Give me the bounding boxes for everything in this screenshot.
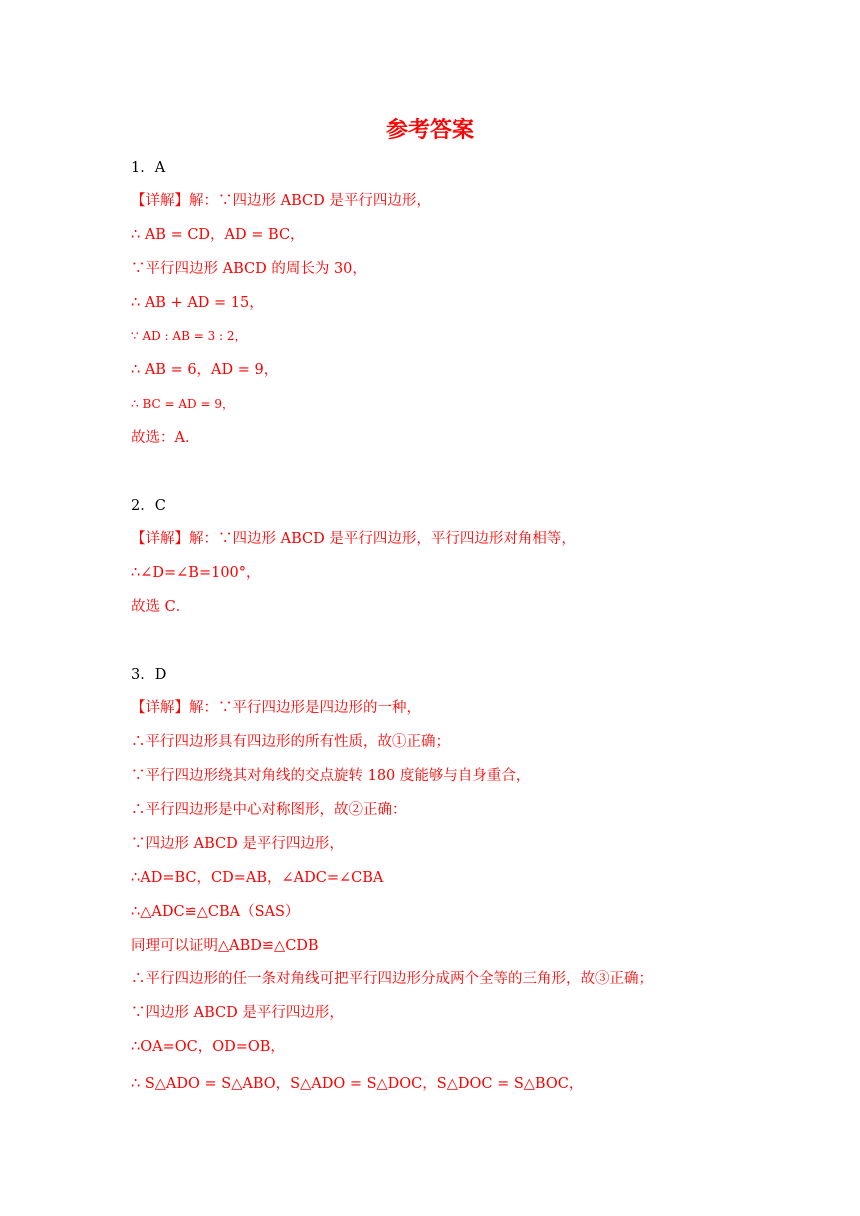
- q3-line-10: ∵四边形 ABCD 是平行四边形，: [131, 1005, 344, 1021]
- q1-line-7: ∴ BC = AD = 9，: [131, 397, 234, 411]
- q1-line-1: 【详解】解：∵四边形 ABCD 是平行四边形，: [131, 193, 431, 209]
- q1-line-3: ∵平行四边形 ABCD 的周长为 30，: [131, 261, 367, 277]
- q3-line-6: ∴AD=BC，CD=AB，∠ADC=∠CBA: [131, 870, 384, 886]
- q3-line-12: ∴ S△ADO = S△ABO，S△ADO = S△DOC，S△DOC = S△BOC，: [131, 1076, 584, 1092]
- q3-line-2: ∴平行四边形具有四边形的所有性质，故①正确；: [131, 734, 450, 750]
- q3-line-3: ∵平行四边形绕其对角线的交点旋转 180 度能够与自身重合，: [131, 768, 531, 784]
- q3-line-8: 同理可以证明△ABD≌△CDB: [131, 938, 319, 954]
- q3-line-11: ∴OA=OC，OD=OB，: [131, 1039, 285, 1055]
- q1-line-6: ∴ AB = 6，AD = 9，: [131, 362, 279, 378]
- q3-line-1: 【详解】解：∵平行四边形是四边形的一种，: [131, 700, 421, 716]
- q1-line-5: ∵ AD : AB = 3 : 2，: [131, 329, 247, 343]
- q3-line-7: ∴△ADC≌△CBA（SAS）: [131, 904, 300, 920]
- q1-line-8: 故选：A．: [131, 430, 200, 446]
- q2-line-2: ∴∠D=∠B=100°，: [131, 565, 261, 581]
- q3-line-9: ∴平行四边形的任一条对角线可把平行四边形分成两个全等的三角形，故③正确；: [131, 971, 653, 987]
- q3-line-4: ∴平行四边形是中心对称图形，故②正确：: [131, 802, 407, 818]
- page-title: 参考答案: [385, 118, 474, 143]
- q1-answer-head: 1．A: [131, 160, 166, 176]
- q1-line-4: ∴ AB + AD = 15，: [131, 295, 264, 311]
- q2-answer-head: 2．C: [131, 498, 166, 514]
- q2-line-1: 【详解】解：∵四边形 ABCD 是平行四边形，平行四边形对角相等，: [131, 531, 576, 547]
- q3-line-5: ∵四边形 ABCD 是平行四边形，: [131, 836, 344, 852]
- q1-line-2: ∴ AB = CD，AD = BC，: [131, 227, 305, 243]
- q3-answer-head: 3．D: [131, 667, 167, 683]
- q2-line-3: 故选 C．: [131, 599, 191, 615]
